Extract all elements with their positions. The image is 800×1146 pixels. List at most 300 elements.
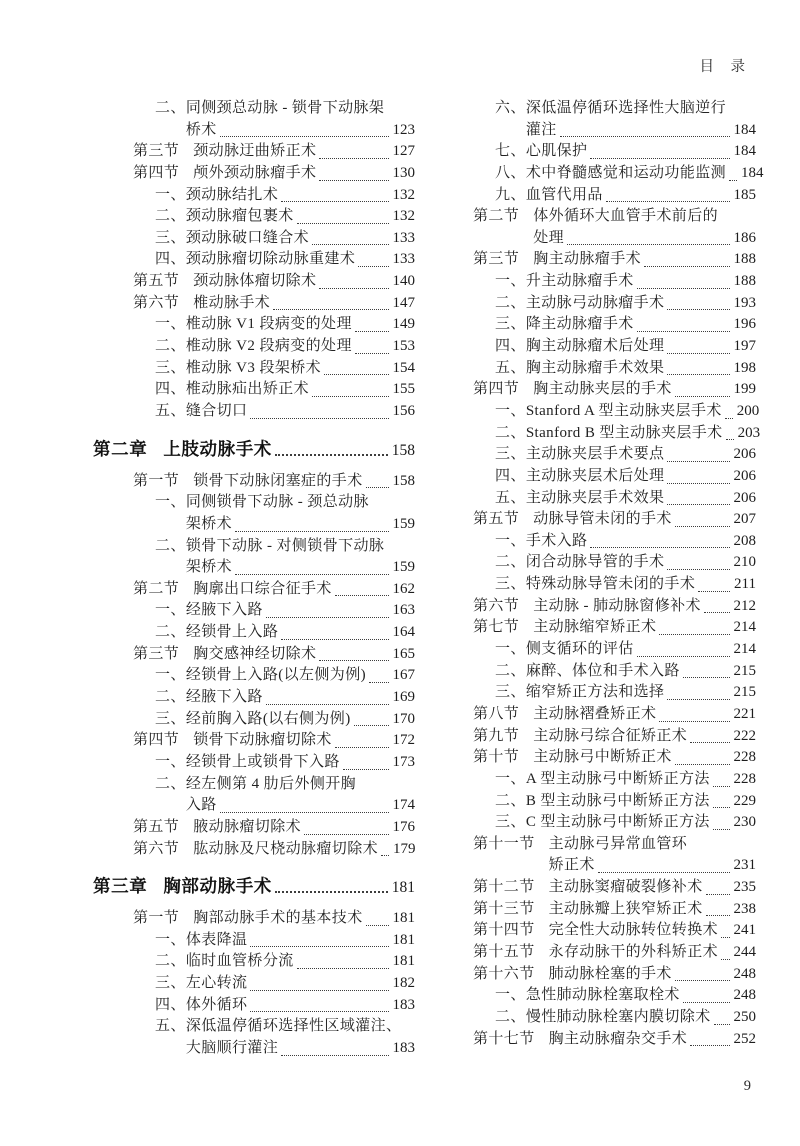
toc-entry-page: 153 [392, 338, 415, 355]
dot-leader [637, 271, 730, 293]
toc-entry-title: 胸廓出口综合征手术 [193, 580, 332, 597]
toc-entry-label: 五、 [495, 359, 526, 376]
toc-entry-label: 三、 [495, 576, 526, 593]
toc-entry-page: 172 [392, 732, 415, 749]
toc-entry-page: 231 [733, 857, 756, 874]
toc-entry [433, 812, 756, 834]
dot-leader [590, 531, 729, 553]
toc-entry-title: 大脑顺行灌注 [185, 1039, 279, 1056]
dot-leader [250, 930, 388, 952]
dot-leader [659, 704, 729, 726]
toc-entry-page: 248 [733, 987, 756, 1004]
toc-entry [93, 141, 415, 163]
dot-leader [319, 271, 388, 293]
toc-entry-continuation [433, 855, 756, 877]
toc-entry [433, 488, 756, 510]
toc-entry-label: 第五节 [473, 511, 520, 528]
toc-entry-title: 经前胸入路(以右侧为例) [185, 710, 351, 727]
toc-entry-label: 五、 [155, 1018, 186, 1035]
dot-leader [275, 436, 388, 462]
toc-entry [93, 600, 415, 622]
toc-entry [433, 401, 760, 423]
toc-entry-page: 149 [392, 316, 415, 333]
toc-entry-page: 235 [733, 879, 756, 896]
toc-entry [433, 552, 756, 574]
toc-entry [433, 444, 756, 466]
toc-entry [93, 579, 415, 601]
toc-entry-page: 182 [392, 975, 415, 992]
toc-entry-page: 170 [392, 710, 415, 727]
dot-leader [725, 401, 733, 423]
toc-entry-title: 经左侧第 4 肋后外侧开胸 [185, 775, 357, 792]
toc-entry-title: 椎动脉手术 [193, 294, 271, 311]
toc-entry-title: 颈动脉瘤切除动脉重建术 [185, 251, 356, 268]
toc-entry-page: 188 [733, 273, 756, 290]
dot-leader [355, 314, 389, 336]
toc-entry-page: 162 [392, 580, 415, 597]
toc-entry-page: 132 [392, 208, 415, 225]
toc-entry-title: 椎动脉 V1 段病变的处理 [185, 316, 352, 333]
toc-entry-page: 184 [733, 121, 756, 138]
toc-entry-page: 206 [733, 446, 756, 463]
toc-entry [93, 644, 415, 666]
toc-entry [433, 249, 756, 271]
toc-entry-label: 二、 [495, 424, 526, 441]
toc-entry-title: 临时血管桥分流 [185, 953, 294, 970]
toc-entry [433, 206, 756, 228]
toc-entry [93, 401, 415, 423]
toc-entry [93, 98, 415, 120]
toc-entry-label: 一、 [495, 402, 526, 419]
toc-entry-continuation [93, 557, 415, 579]
toc-entry [93, 709, 415, 731]
toc-entry-title: 灌注 [525, 121, 557, 138]
toc-entry-page: 173 [392, 753, 415, 770]
toc-entry-label: 第十一节 [473, 835, 535, 852]
toc-entry-label: 第五节 [133, 273, 180, 290]
toc-entry [93, 730, 415, 752]
dot-leader [560, 120, 730, 142]
toc-entry-label: 二、 [155, 624, 186, 641]
toc-entry-page: 181 [392, 931, 415, 948]
toc-entry-label: 三、 [495, 814, 526, 831]
dot-leader [690, 1029, 729, 1051]
toc-entry-label: 二、 [155, 100, 186, 116]
toc-entry-page: 196 [733, 316, 756, 333]
toc-entry [433, 531, 756, 553]
toc-entry-title: 主动脉瓣上狭窄矫正术 [548, 900, 703, 917]
toc-entry-page: 228 [733, 749, 756, 766]
toc-entry [433, 726, 756, 748]
dot-leader [706, 877, 730, 899]
dot-leader [721, 920, 729, 942]
toc-entry-label: 六、 [495, 100, 526, 116]
toc-entry-page: 206 [733, 489, 756, 506]
dot-leader [319, 644, 388, 666]
toc-entry-page: 169 [392, 689, 415, 706]
toc-entry-page: 214 [733, 619, 756, 636]
toc-entry-label: 四、 [495, 467, 526, 484]
toc-entry [93, 951, 415, 973]
toc-entry-page: 211 [734, 576, 756, 593]
toc-entry-title: 颈动脉迂曲矫正术 [193, 143, 317, 160]
toc-entry-title: 主动脉窦瘤破裂修补术 [548, 879, 703, 896]
toc-entry [93, 752, 415, 774]
toc-entry-page: 215 [733, 662, 756, 679]
dot-leader [304, 817, 388, 839]
toc-entry-label: 第十节 [473, 749, 520, 766]
dot-leader [667, 444, 729, 466]
toc-entry-label: 八、 [495, 164, 526, 181]
toc-entry-page: 252 [733, 1030, 756, 1047]
dot-leader [667, 552, 729, 574]
dot-leader [235, 557, 388, 579]
toc-entry-title: 同侧锁骨下动脉 - 颈总动脉 [185, 494, 369, 511]
dot-leader [667, 293, 729, 315]
toc-entry-title: 胸交感神经切除术 [193, 645, 317, 662]
dot-leader [220, 120, 389, 142]
toc-entry-title: 处理 [533, 229, 565, 246]
toc-entry-label: 第三节 [133, 143, 180, 160]
toc-entry-title: 体表降温 [185, 931, 248, 948]
toc-entry-title: 急性肺动脉栓塞取栓术 [525, 987, 680, 1004]
toc-entry-label: 一、 [155, 667, 186, 684]
toc-entry-label: 五、 [495, 489, 526, 506]
toc-entry-title: 经腋下入路 [185, 689, 263, 706]
toc-entry [93, 271, 415, 293]
dot-leader [667, 466, 729, 488]
toc-entry-page: 200 [736, 402, 760, 419]
toc-entry-page: 208 [733, 532, 756, 549]
toc-entry-title: 胸主动脉瘤手术 [533, 251, 642, 268]
toc-entry-page: 186 [733, 229, 756, 246]
toc-entry [433, 1007, 756, 1029]
toc-entry-page: 222 [733, 727, 756, 744]
toc-entry-label: 二、 [495, 294, 526, 311]
toc-entry-title: 缩窄矫正方法和选择 [525, 684, 665, 701]
toc-entry [93, 973, 415, 995]
dot-leader [366, 908, 389, 930]
dot-leader [335, 579, 389, 601]
dot-leader [683, 661, 730, 683]
toc-entry-page: 165 [392, 645, 415, 662]
toc-entry [93, 774, 415, 796]
toc-entry-label: 一、 [495, 770, 526, 787]
toc-entry-title: 心肌保护 [525, 143, 588, 160]
dot-leader [281, 1038, 388, 1060]
toc-entry-page: 158 [392, 472, 415, 489]
toc-entry-page: 198 [733, 359, 756, 376]
toc-entry-title: 同侧颈总动脉 - 锁骨下动脉架 [185, 100, 385, 116]
toc-entry [93, 817, 415, 839]
toc-entry-title: 颈动脉体瘤切除术 [193, 273, 317, 290]
dot-leader [704, 596, 730, 618]
toc-entry-label: 二、 [155, 775, 186, 792]
toc-entry-title: 慢性肺动脉栓塞内膜切除术 [525, 1008, 711, 1025]
dot-leader [355, 336, 389, 358]
toc-entry [433, 877, 756, 899]
toc-entry [93, 358, 415, 380]
dot-leader [250, 995, 388, 1017]
toc-entry [93, 908, 415, 930]
toc-entry-label: 第十三节 [473, 900, 535, 917]
toc-entry-title: 左心转流 [185, 975, 248, 992]
dot-leader [729, 163, 737, 185]
toc-entry-label: 四、 [155, 996, 186, 1013]
toc-entry-label: 第三节 [473, 251, 520, 268]
toc-entry-label: 第十五节 [473, 943, 535, 960]
toc-entry-label: 第七节 [473, 619, 520, 636]
toc-entry-title: 颈动脉结扎术 [185, 186, 279, 203]
toc-entry-page: 158 [391, 441, 415, 459]
toc-entry [93, 436, 415, 462]
toc-entry-title: 深低温停循环选择性大脑逆行 [525, 100, 727, 116]
toc-entry-title: 体外循环大血管手术前后的 [533, 208, 719, 225]
toc-entry-label: 三、 [155, 710, 186, 727]
toc-entry-label: 第二章 [93, 438, 148, 459]
dot-leader [698, 574, 730, 596]
toc-entry [433, 336, 756, 358]
dot-leader [312, 228, 388, 250]
dot-leader [266, 687, 389, 709]
dot-leader [281, 622, 388, 644]
dot-leader [312, 379, 388, 401]
toc-entry-label: 第六节 [473, 597, 520, 614]
toc-entry [93, 249, 415, 271]
toc-entry [93, 873, 415, 899]
toc-entry-title: 主动脉弓综合征矫正术 [533, 727, 688, 744]
dot-leader [567, 228, 729, 250]
toc-entry-label: 第五节 [133, 818, 180, 835]
toc-entry-page: 188 [733, 251, 756, 268]
toc-entry-title: 主动脉弓异常血管环 [548, 835, 688, 852]
dot-leader [713, 791, 730, 813]
toc-entry-title: 经锁骨上入路(以左侧为例) [185, 667, 367, 684]
toc-entry [93, 687, 415, 709]
toc-entry [93, 314, 415, 336]
toc-entry [93, 471, 415, 493]
toc-entry-continuation [93, 120, 415, 142]
toc-entry-label: 第三节 [133, 645, 180, 662]
toc-entry [93, 492, 415, 514]
dot-leader [644, 249, 729, 271]
toc-entry-title: 血管代用品 [525, 186, 603, 203]
toc-entry-title: 椎动脉 V2 段病变的处理 [185, 338, 352, 355]
toc-entry-title: C 型主动脉弓中断矫正方法 [525, 814, 710, 831]
toc-column-left [93, 98, 415, 1060]
toc-entry-label: 二、 [495, 662, 526, 679]
toc-entry [433, 639, 756, 661]
toc-entry-page: 181 [392, 953, 415, 970]
toc-entry-label: 二、 [155, 537, 186, 554]
toc-entry-label: 七、 [495, 143, 526, 160]
toc-entry [433, 791, 756, 813]
dot-leader [275, 873, 388, 899]
toc-entry-page: 248 [733, 965, 756, 982]
toc-entry-title: 侧支循环的评估 [525, 641, 634, 658]
toc-entry [433, 769, 756, 791]
dot-leader [598, 855, 730, 877]
dot-leader [606, 185, 730, 207]
toc-entry-page: 181 [392, 910, 415, 927]
toc-entry-label: 二、 [155, 953, 186, 970]
toc-entry-label: 二、 [495, 1008, 526, 1025]
toc-entry-label: 四、 [495, 338, 526, 355]
toc-entry-title: Stanford B 型主动脉夹层手术 [525, 424, 723, 441]
dot-leader [273, 293, 388, 315]
toc-entry [433, 185, 756, 207]
toc-entry-page: 156 [392, 402, 415, 419]
toc-entry-label: 第一节 [133, 910, 180, 927]
toc-entry-page: 140 [392, 273, 415, 290]
toc-entry-title: 经腋下入路 [185, 602, 263, 619]
toc-entry-page: 176 [392, 818, 415, 835]
toc-entry-page: 212 [733, 597, 756, 614]
toc-entry-title: 肱动脉及尺桡动脉瘤切除术 [193, 840, 379, 857]
toc-entry-title: 升主动脉瘤手术 [525, 273, 634, 290]
toc-entry [93, 536, 415, 558]
dot-leader [319, 141, 388, 163]
toc-entry-label: 第四节 [133, 732, 180, 749]
toc-entry-label: 四、 [155, 381, 186, 398]
toc-entry-page: 199 [733, 381, 756, 398]
toc-entry-title: A 型主动脉弓中断矫正方法 [525, 770, 710, 787]
toc-entry [93, 206, 415, 228]
toc-entry-title: 术中脊髓感觉和运动功能监测 [525, 164, 727, 181]
toc-entry-title: 锁骨下动脉闭塞症的手术 [193, 472, 363, 489]
toc-entry [433, 509, 756, 531]
toc-entry-label: 三、 [155, 975, 186, 992]
toc-entry-page: 132 [392, 186, 415, 203]
toc-entry-label: 三、 [495, 446, 526, 463]
toc-entry-page: 183 [392, 1039, 415, 1056]
toc-entry-label: 一、 [495, 987, 526, 1004]
dot-leader [381, 839, 389, 861]
toc-entry-title: 架桥术 [185, 515, 233, 532]
toc-entry-page: 250 [733, 1008, 756, 1025]
toc-entry-label: 第十二节 [473, 879, 535, 896]
toc-entry-label: 第十四节 [473, 922, 535, 939]
toc-entry-page: 241 [733, 922, 756, 939]
toc-entry-page: 159 [392, 515, 415, 532]
toc-entry-label: 一、 [155, 602, 186, 619]
toc-entry-title: 架桥术 [185, 559, 233, 576]
toc-entry-title: 桥术 [185, 121, 217, 138]
toc-entry [93, 163, 415, 185]
toc-entry-title: 锁骨下动脉瘤切除术 [193, 732, 332, 749]
toc-entry-title: 颈动脉破口缝合术 [185, 229, 310, 246]
toc-entry [93, 293, 415, 315]
toc-entry [433, 271, 756, 293]
toc-entry-label: 一、 [155, 494, 186, 511]
toc-entry-title: 椎动脉疝出矫正术 [185, 381, 310, 398]
toc-entry [93, 622, 415, 644]
dot-leader [366, 471, 389, 493]
toc-entry-title: 完全性大动脉转位转换术 [548, 922, 719, 939]
toc-entry-title: 入路 [185, 797, 217, 814]
toc-entry-title: 矫正术 [548, 857, 595, 874]
toc-entry-page: 214 [733, 641, 756, 658]
dot-leader [637, 314, 730, 336]
toc-entry-label: 第十六节 [473, 965, 535, 982]
toc-entry [433, 141, 756, 163]
toc-entry-page: 130 [392, 164, 415, 181]
toc-entry [433, 704, 756, 726]
toc-entry [93, 336, 415, 358]
toc-entry-page: 183 [392, 996, 415, 1013]
dot-leader [721, 942, 729, 964]
toc-entry-continuation [433, 120, 756, 142]
dot-leader [358, 249, 388, 271]
toc-entry-page: 229 [733, 792, 756, 809]
toc-entry [433, 574, 756, 596]
toc-entry-title: 胸部动脉手术的基本技术 [193, 910, 363, 927]
toc-entry-page: 244 [733, 943, 756, 960]
toc-entry-label: 三、 [495, 684, 526, 701]
toc-entry [433, 747, 756, 769]
toc-entry-title: 经锁骨上入路 [185, 624, 279, 641]
toc-entry-title: 动脉导管未闭的手术 [533, 511, 672, 528]
toc-entry-title: 降主动脉瘤手术 [525, 316, 634, 333]
dot-leader [675, 379, 730, 401]
toc-entry-label: 一、 [495, 532, 526, 549]
toc-entry [433, 423, 761, 445]
toc-entry-page: 230 [733, 814, 756, 831]
toc-entry [93, 930, 415, 952]
dot-leader [667, 488, 729, 510]
toc-entry-title: B 型主动脉弓中断矫正方法 [525, 792, 710, 809]
toc-entry-label: 一、 [155, 316, 186, 333]
toc-entry-title: 体外循环 [185, 996, 248, 1013]
toc-entry-page: 215 [733, 684, 756, 701]
toc-entry [433, 899, 756, 921]
toc-entry [433, 293, 756, 315]
toc-entry [433, 964, 756, 986]
toc-entry [93, 185, 415, 207]
toc-entry-page: 203 [737, 424, 761, 441]
toc-entry-label: 一、 [155, 186, 186, 203]
toc-entry-page: 155 [392, 381, 415, 398]
toc-entry-page: 184 [733, 143, 756, 160]
toc-entry-label: 二、 [155, 338, 186, 355]
toc-entry [433, 834, 756, 856]
toc-entry [433, 661, 756, 683]
toc-entry [93, 379, 415, 401]
dot-leader [281, 185, 388, 207]
toc-entry-label: 一、 [155, 753, 186, 770]
toc-entry-title: 胸主动脉瘤手术效果 [525, 359, 665, 376]
dot-leader [659, 617, 729, 639]
dot-leader [637, 639, 730, 661]
toc-entry-title: 缝合切口 [185, 402, 248, 419]
toc-entry-page: 181 [391, 879, 415, 897]
toc-entry [433, 314, 756, 336]
toc-entry-title: 胸部动脉手术 [163, 876, 272, 897]
page-header-title: 目 录 [699, 59, 746, 75]
toc-entry-label: 第三章 [93, 876, 148, 897]
toc-entry-page: 228 [733, 770, 756, 787]
toc-entry-title: 颅外颈动脉瘤手术 [193, 164, 317, 181]
toc-entry-page: 127 [392, 143, 415, 160]
toc-entry-page: 184 [741, 164, 764, 181]
toc-entry-page: 174 [392, 797, 415, 814]
toc-entry [433, 1029, 756, 1051]
toc-entry-title: 主动脉夹层手术效果 [525, 489, 665, 506]
toc-entry-page: 207 [733, 511, 756, 528]
toc-entry-page: 210 [733, 554, 756, 571]
toc-entry [433, 163, 764, 185]
toc-entry-title: 手术入路 [525, 532, 588, 549]
